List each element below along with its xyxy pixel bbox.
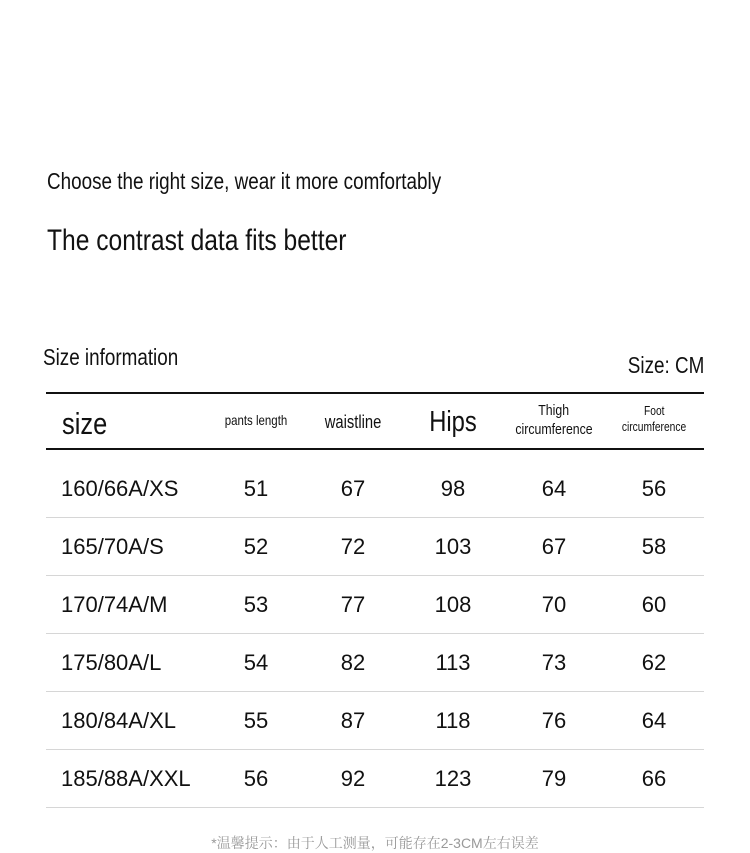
size-info-label [43, 344, 208, 371]
size-cell: 165/70A/S [61, 534, 164, 559]
header-hips [424, 404, 482, 440]
row-divider [46, 807, 704, 808]
size-cell: 185/88A/XXL [61, 766, 191, 791]
value-cell: 98 [440, 476, 466, 501]
value-cell: 52 [243, 534, 269, 559]
header-text: Hips [429, 406, 477, 438]
value-cell: 72 [340, 534, 366, 559]
table-top-rule [46, 392, 704, 394]
value-cell: 67 [541, 534, 567, 559]
value-cell: 113 [435, 650, 471, 675]
title-text: The contrast data fits better [47, 224, 347, 257]
size-info-text: Size information [43, 344, 179, 370]
value-cell: 67 [340, 476, 366, 501]
value-cell: 54 [243, 650, 269, 675]
footnote: *温馨提示：由于人工测量，可能存在2-3CM左右误差 [211, 835, 539, 851]
value-cell: 58 [641, 534, 667, 559]
size-cell: 160/66A/XS [61, 476, 179, 501]
tagline [47, 168, 528, 195]
value-cell: 123 [434, 766, 472, 791]
value-cell: 77 [340, 592, 366, 617]
header-text: Foot [643, 404, 665, 418]
header-foot [615, 404, 694, 435]
value-cell: 60 [641, 592, 667, 617]
unit-label [611, 352, 704, 379]
header-text: Thigh [538, 402, 570, 419]
value-cell: 79 [541, 766, 567, 791]
value-cell: 51 [243, 476, 269, 501]
value-cell: 73 [541, 650, 567, 675]
header-text: waistline [324, 412, 382, 432]
header-size-text: size [62, 406, 108, 441]
value-cell: 82 [340, 650, 366, 675]
header-waistline [318, 411, 387, 434]
value-cell: 76 [541, 708, 567, 733]
value-cell: 70 [541, 592, 567, 617]
value-cell: 87 [340, 708, 366, 733]
title [47, 224, 412, 258]
value-cell: 62 [641, 650, 667, 675]
value-cell: 118 [435, 708, 471, 733]
value-cell: 53 [243, 592, 269, 617]
value-cell: 55 [243, 708, 269, 733]
tagline-text: Choose the right size, wear it more comfortably [47, 168, 442, 194]
unit-text: Size: CM [627, 352, 704, 378]
value-cell: 56 [243, 766, 269, 791]
row-divider [46, 575, 704, 576]
header-thigh [507, 402, 601, 440]
value-cell: 92 [340, 766, 366, 791]
header-text: circumference [621, 419, 687, 434]
value-cell: 56 [641, 476, 667, 501]
size-cell: 170/74A/M [61, 592, 168, 617]
header-pants-length [218, 412, 294, 430]
table-header-rule [46, 448, 704, 450]
value-cell: 103 [434, 534, 472, 559]
size-cell: 180/84A/XL [61, 708, 176, 733]
value-cell: 64 [541, 476, 567, 501]
header-text: circumference [515, 420, 593, 438]
row-divider [46, 691, 704, 692]
row-divider [46, 749, 704, 750]
value-cell: 108 [434, 592, 472, 617]
row-divider [46, 517, 704, 518]
value-cell: 64 [641, 708, 667, 733]
header-size [62, 406, 117, 442]
value-cell: 66 [641, 766, 667, 791]
header-text: pants length [224, 412, 288, 428]
size-cell: 175/80A/L [61, 650, 162, 675]
row-divider [46, 633, 704, 634]
